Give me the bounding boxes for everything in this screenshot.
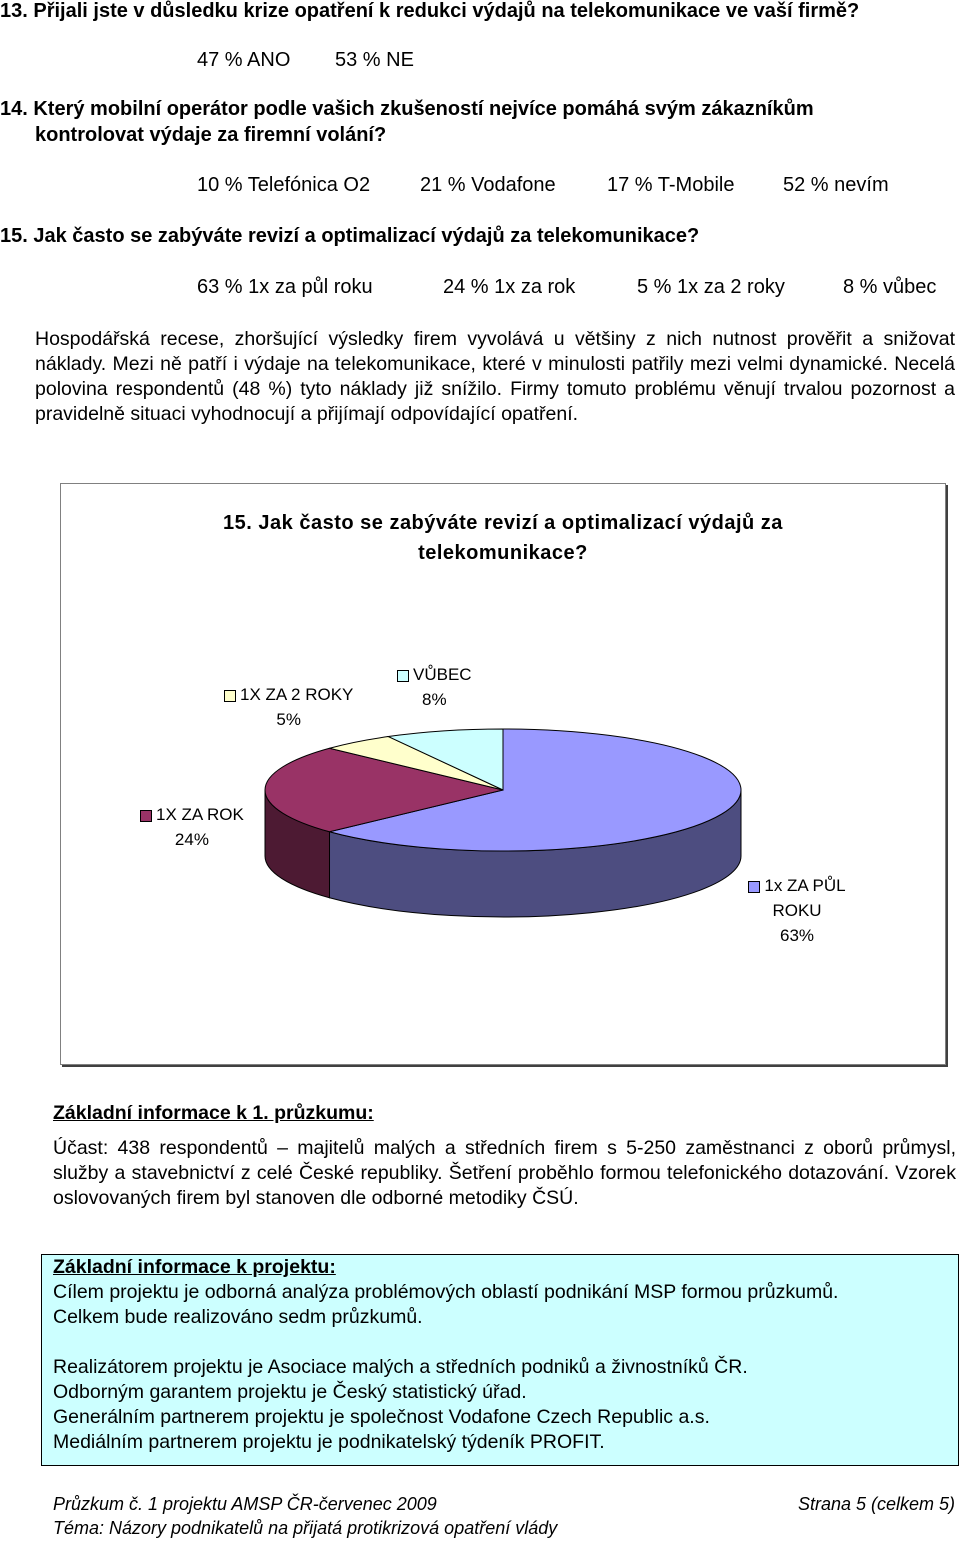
commentary-paragraph: Hospodářská recese, zhoršující výsledky firem vyvolává u většiny z nich nutnost prověřit a snižovat náklady. Mezi ně patří i výdaje na telekomunikace, které v minulosti patřily mezi velmi dynamické. Necelá polovina respondentů (48 %) tyto náklady již snížilo. Firmy tomuto problému věnují trvalou pozornost a pravidelně situaci vyhodnocují a přijímají odpovídající opatření. — [35, 328, 955, 425]
q14-answer-tmobile: 17 % T-Mobile — [607, 174, 735, 196]
question-14-line2: kontrolovat výdaje za firemní volání? — [35, 124, 387, 146]
swatch-pulroku — [748, 881, 760, 893]
slice-label-2roky-text: 1X ZA 2 ROKY — [240, 685, 354, 704]
slice-pct-vubec: 8% — [422, 690, 447, 709]
question-13: 13. Přijali jste v důsledku krize opatření k redukci výdajů na telekomunikace ve vaší firmě? — [0, 0, 860, 22]
project-line-5: Generálním partnerem projektu je společnost Vodafone Czech Republic a.s. — [53, 1406, 710, 1428]
question-15: 15. Jak často se zabýváte revizí a optimalizací výdajů za telekomunikace? — [0, 225, 700, 247]
project-line-1: Cílem projektu je odborná analýza problémových oblastí podnikání MSP formou průzkumů. — [53, 1281, 839, 1303]
swatch-2roky — [224, 690, 236, 702]
project-info-title: Základní informace k projektu: — [53, 1256, 336, 1278]
slice-label-rok — [140, 802, 244, 852]
q13-answer-yes: 47 % ANO — [197, 49, 291, 71]
slice-pct-pulroku: 63% — [779, 926, 815, 945]
chart-title-line1: 15. Jak často se zabýváte revizí a optimalizací výdajů za — [223, 512, 783, 534]
swatch-vubec — [397, 670, 409, 682]
project-line-3: Realizátorem projektu je Asociace malých a středních podniků a živnostníků ČR. — [53, 1356, 748, 1378]
q13-answer-no: 53 % NE — [335, 49, 414, 71]
chart-title-line2: telekomunikace? — [418, 542, 588, 564]
question-14-line1: 14. Který mobilní operátor podle vašich zkušeností nejvíce pomáhá svým zákazníkům — [0, 98, 814, 120]
project-info — [53, 1255, 838, 1455]
footer-topic: Téma: Názory podnikatelů na přijatá protikrizová opatření vlády — [53, 1518, 558, 1538]
slice-label-vubec-text: VŮBEC — [413, 665, 472, 684]
q14-answer-o2: 10 % Telefónica O2 — [197, 174, 371, 196]
q14-answer-vodafone: 21 % Vodafone — [420, 174, 556, 196]
q14-answer-nevim: 52 % nevím — [783, 174, 889, 196]
survey-info — [53, 1101, 956, 1211]
q15-answer-half-year: 63 % 1x za půl roku — [197, 276, 373, 298]
survey-info-text: Účast: 438 respondentů – majitelů malých a středních firem s 5-250 zaměstnanci z oborů průmysl, služby a stavebnictví z celé České republiky. Šetření proběhlo formou telefonického dotazování. Vzorek oslovovaných firem byl stanoven dle odborné metodiky ČSÚ. — [53, 1137, 956, 1209]
project-line-6: Mediálním partnerem projektu je podnikatelský týdeník PROFIT. — [53, 1431, 605, 1453]
slice-pct-2roky: 5% — [276, 710, 301, 729]
q15-answer-year: 24 % 1x za rok — [443, 276, 576, 298]
pie-chart-svg — [61, 484, 945, 1064]
project-info-box — [41, 1254, 959, 1466]
project-line-4: Odborným garantem projektu je Český statistický úřad. — [53, 1381, 527, 1403]
slice-label-vubec — [397, 662, 472, 712]
footer-page: Strana 5 (celkem 5) — [797, 1494, 955, 1514]
slice-label-pulroku-text: 1x ZA PŮL ROKU — [764, 876, 846, 920]
project-line-2: Celkem bude realizováno sedm průzkumů. — [53, 1306, 423, 1328]
survey-info-title: Základní informace k 1. průzkumu: — [53, 1102, 374, 1124]
swatch-rok — [140, 810, 152, 822]
q15-answer-never: 8 % vůbec — [843, 276, 937, 298]
slice-pct-rok: 24% — [174, 830, 209, 849]
q15-answer-two-years: 5 % 1x za 2 roky — [637, 276, 785, 298]
slice-label-rok-text: 1X ZA ROK — [156, 805, 244, 824]
footer-survey: Průzkum č. 1 projektu AMSP ČR-červenec 2009 — [53, 1494, 437, 1514]
slice-label-2roky — [224, 682, 353, 732]
pie-chart-frame — [60, 483, 946, 1065]
slice-label-pulroku — [737, 873, 857, 948]
